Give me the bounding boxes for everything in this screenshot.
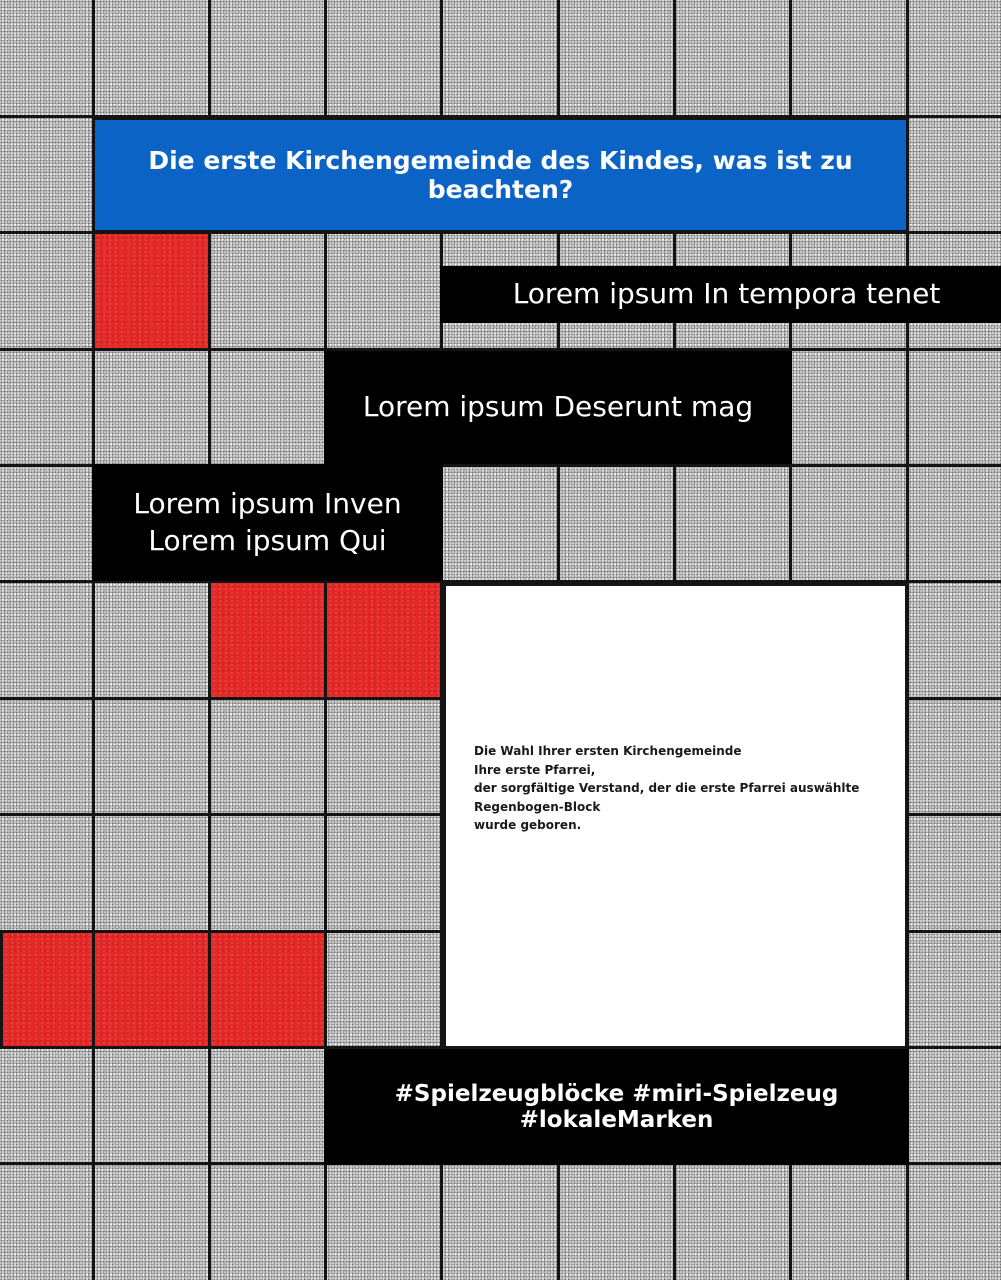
red-block <box>92 930 211 1049</box>
hashtags-text: #Spielzeugblöcke #miri-Spielzeug #lokaleMarken <box>394 1081 839 1133</box>
text-banner-3 <box>92 464 443 581</box>
banner-line: Lorem ipsum Qui <box>148 523 387 557</box>
card-line: wurde geboren. <box>474 818 582 832</box>
banner-line: Lorem ipsum In tempora tenet <box>512 277 941 311</box>
red-block <box>324 580 443 700</box>
card-line: der sorgfältige Verstand, der die erste Pfarrei auswählte <box>474 781 860 795</box>
title-banner <box>92 117 909 233</box>
content-card <box>443 583 908 1049</box>
red-block <box>0 930 95 1049</box>
red-block <box>208 930 327 1049</box>
banner-line: Lorem ipsum Inven <box>133 487 402 521</box>
card-text <box>474 742 894 835</box>
card-line: Regenbogen-Block <box>474 799 601 814</box>
red-block <box>208 580 327 700</box>
banner-line: Lorem ipsum Deserunt mag <box>362 390 754 424</box>
text-banner-1 <box>440 266 1001 323</box>
card-line: Die Wahl Ihrer ersten Kirchengemeinde <box>474 744 742 758</box>
page-title: Die erste Kirchengemeinde des Kindes, was ist zu beachten? <box>148 146 853 204</box>
red-block <box>92 231 211 351</box>
card-line: Ihre erste Pfarrei, <box>474 762 596 777</box>
hashtags-banner <box>324 1049 909 1165</box>
text-banner-2 <box>324 351 792 464</box>
